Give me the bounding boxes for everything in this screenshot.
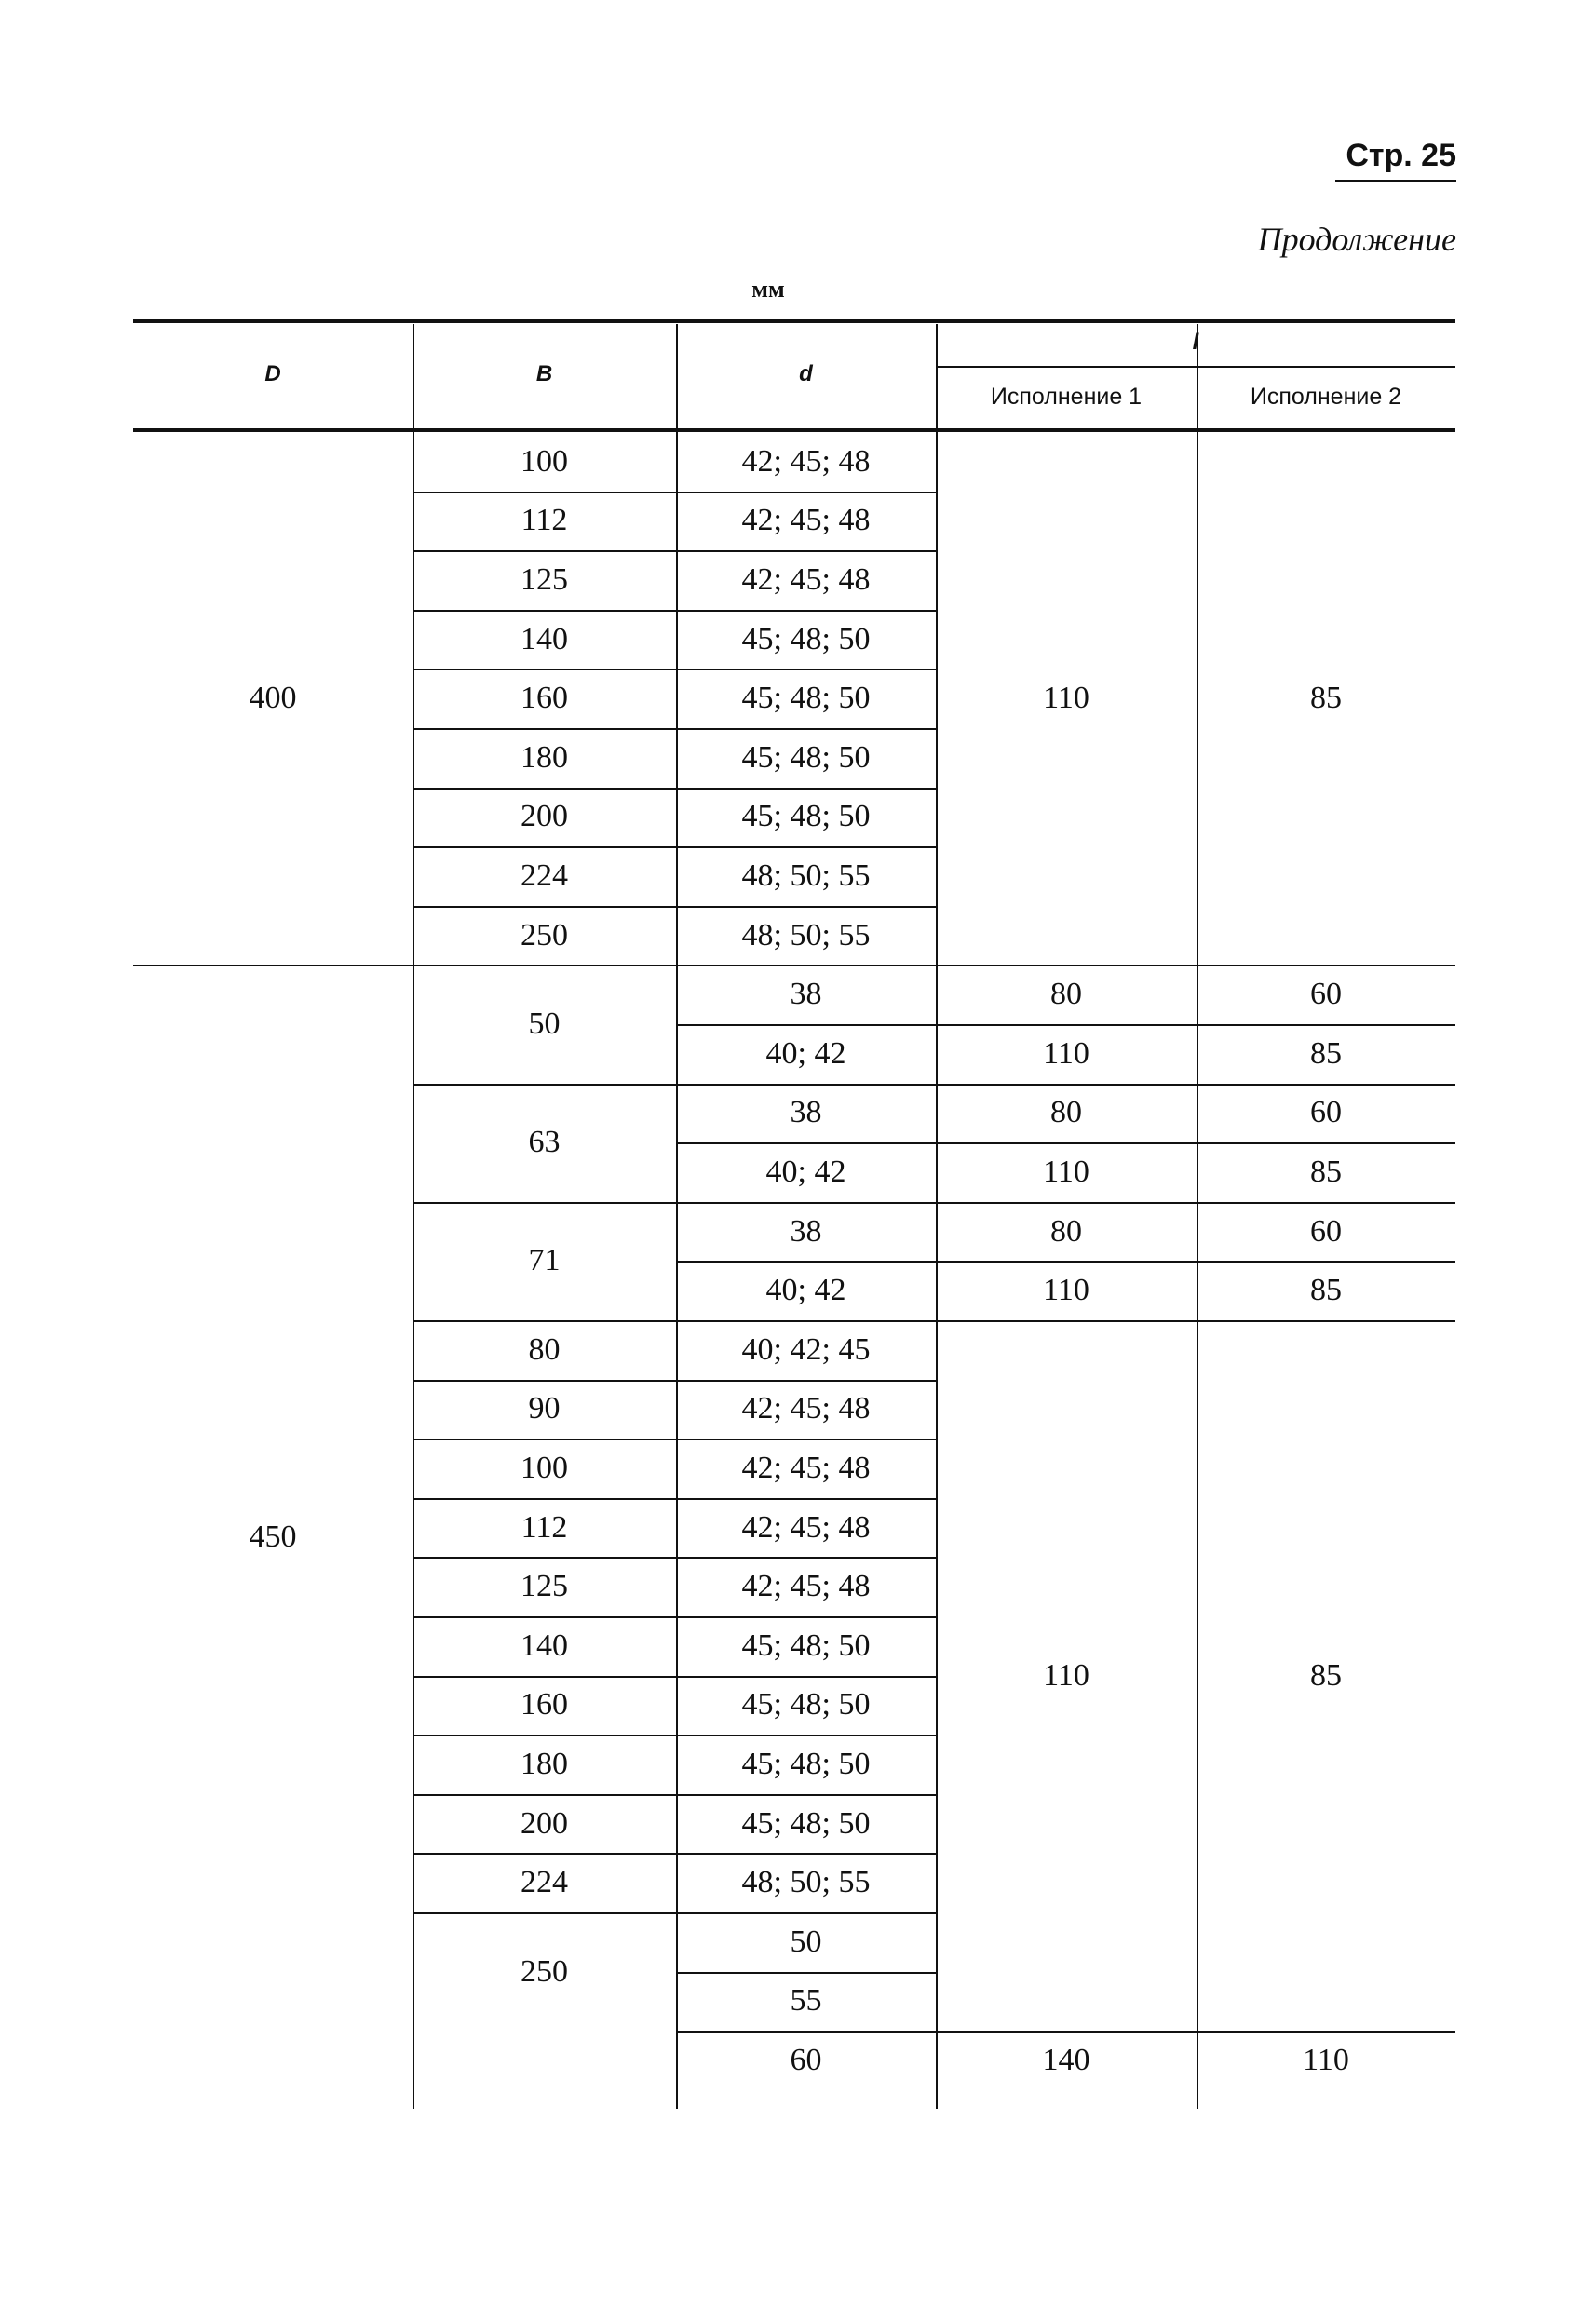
cell-B: 71 (528, 1243, 561, 1278)
cell-B: 125 (521, 561, 568, 597)
cell-d: 40; 42 (765, 1273, 846, 1308)
cell-l1: 110 (1043, 1035, 1089, 1071)
cell-B: 80 (528, 1331, 561, 1367)
cell-d: 42; 45; 48 (741, 1450, 871, 1485)
cell-d: 42; 45; 48 (741, 1569, 871, 1604)
cell-d: 45; 48; 50 (741, 1805, 871, 1841)
cell-l1: 110 (1043, 1154, 1089, 1189)
cell-B: 112 (521, 1509, 568, 1545)
cell-B: 200 (521, 1805, 568, 1841)
page-number: Стр. 25 (1335, 138, 1456, 182)
unit-label: мм (751, 276, 785, 303)
cell-d: 42; 45; 48 (741, 503, 871, 538)
cell-B: 63 (528, 1125, 561, 1160)
cell-B: 224 (521, 858, 568, 893)
cell-B: 140 (521, 621, 568, 656)
cell-B: 100 (521, 1450, 568, 1485)
cell-d: 60 (790, 2042, 822, 2077)
cell-B: 180 (521, 1746, 568, 1781)
cell-l2: 85 (1310, 1035, 1342, 1071)
cell-l2: 85 (1310, 1273, 1342, 1308)
cell-B: 112 (521, 503, 568, 538)
cell-d: 42; 45; 48 (741, 561, 871, 597)
cell-d: 38 (790, 1213, 822, 1249)
header-variant-2: Исполнение 2 (1250, 384, 1402, 410)
cell-d: 45; 48; 50 (741, 621, 871, 656)
cell-l2: 85 (1310, 1657, 1342, 1693)
continuation-label: Продолжение (1257, 221, 1456, 258)
cell-d: 40; 42 (765, 1035, 846, 1071)
cell-B: 50 (528, 1006, 561, 1041)
cell-B: 250 (521, 917, 568, 952)
column-divider (676, 324, 678, 2109)
cell-d: 45; 48; 50 (741, 739, 871, 775)
cell-d: 55 (790, 1983, 822, 2019)
cell-l1: 140 (1042, 2042, 1090, 2077)
column-divider (413, 324, 414, 2109)
cell-d: 42; 45; 48 (741, 1509, 871, 1545)
cell-l1: 110 (1043, 681, 1089, 716)
cell-l1: 80 (1050, 1213, 1082, 1249)
cell-B: 200 (521, 799, 568, 834)
cell-D: 400 (249, 681, 297, 716)
cell-D: 450 (249, 1519, 297, 1554)
cell-B: 100 (521, 443, 568, 479)
cell-d: 45; 48; 50 (741, 1687, 871, 1722)
cell-l2: 60 (1310, 1213, 1342, 1249)
cell-l2: 110 (1303, 2042, 1349, 2077)
cell-d: 45; 48; 50 (741, 1746, 871, 1781)
cell-d: 42; 45; 48 (741, 443, 871, 479)
cell-d: 48; 50; 55 (741, 858, 871, 893)
cell-l2: 85 (1310, 1154, 1342, 1189)
cell-l2: 60 (1310, 977, 1342, 1012)
header-d: d (799, 360, 813, 386)
cell-l1: 80 (1050, 1095, 1082, 1130)
cell-d: 50 (790, 1924, 822, 1959)
cell-B: 160 (521, 1687, 568, 1722)
column-divider (936, 324, 938, 2109)
cell-d: 40; 42; 45 (741, 1331, 871, 1367)
header-D: D (264, 360, 281, 386)
column-divider (1197, 324, 1198, 2109)
cell-d: 45; 48; 50 (741, 1628, 871, 1663)
header-l: l (1192, 330, 1199, 355)
cell-l2: 85 (1310, 681, 1342, 716)
cell-d: 42; 45; 48 (741, 1391, 871, 1426)
cell-d: 45; 48; 50 (741, 799, 871, 834)
cell-d: 38 (790, 1095, 822, 1130)
cell-d: 48; 50; 55 (741, 1865, 871, 1900)
cell-B: 125 (521, 1569, 568, 1604)
header-variant-1: Исполнение 1 (990, 384, 1143, 410)
cell-d: 40; 42 (765, 1154, 846, 1189)
cell-d: 48; 50; 55 (741, 917, 871, 952)
cell-B: 180 (521, 739, 568, 775)
cell-B: 90 (528, 1391, 561, 1426)
header-B: B (535, 360, 553, 386)
cell-l2: 60 (1310, 1095, 1342, 1130)
cell-l1: 80 (1050, 977, 1082, 1012)
cell-l1: 110 (1043, 1273, 1089, 1308)
cell-B: 224 (521, 1865, 568, 1900)
dimensions-table (133, 319, 1455, 2126)
cell-B: 160 (521, 681, 568, 716)
cell-B: 250 (521, 1953, 568, 1989)
cell-d: 45; 48; 50 (741, 681, 871, 716)
cell-B: 140 (521, 1628, 568, 1663)
cell-l1: 110 (1043, 1657, 1089, 1693)
cell-d: 38 (790, 977, 822, 1012)
